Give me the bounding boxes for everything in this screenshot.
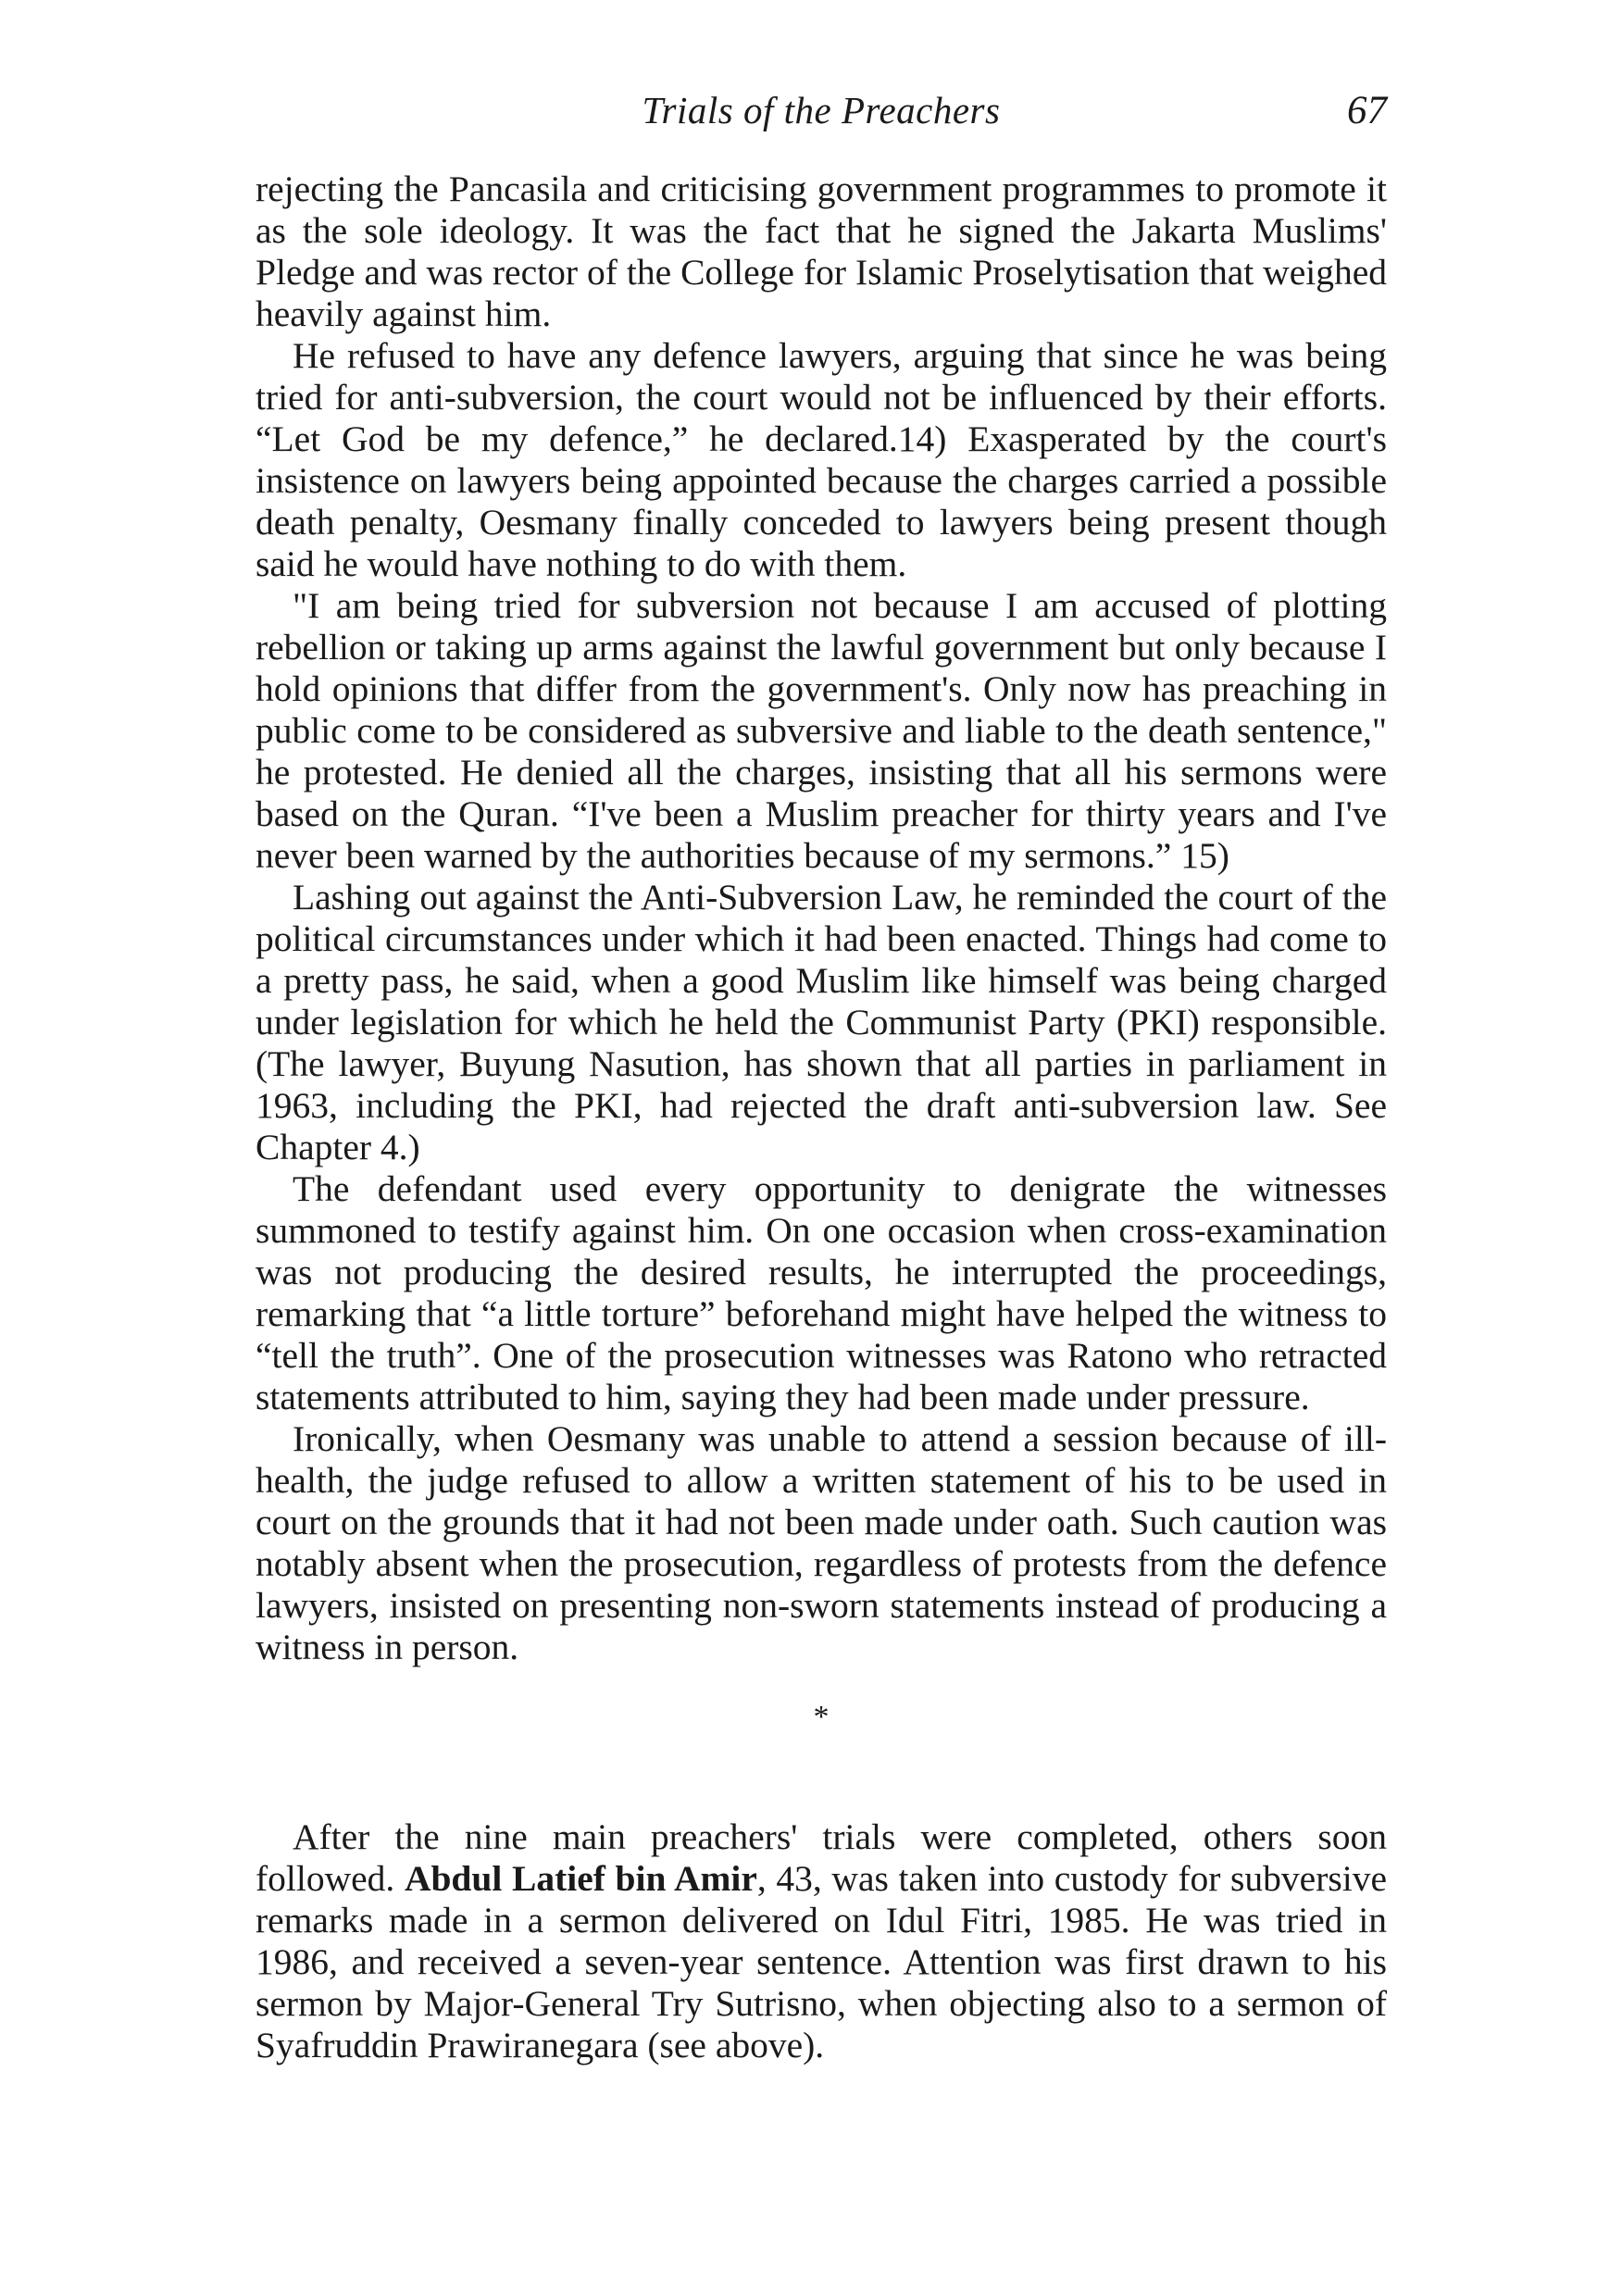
page-number: 67 — [1347, 89, 1387, 132]
paragraph-text-after: , 43, was taken into custody for subversive remarks made in a sermon delivered on Idul Fitri, 1985. He was tried in 1986, and received a seven-year sentence. Attention was first drawn to his sermon by Major-General Try Sutrisno, when objecting also to a sermon of Syafruddin Prawiranegara (see above). — [256, 1858, 1387, 2065]
paragraph: "I am being tried for subversion not because I am accused of plotting rebellion or taking up arms against the lawful government but only because I hold opinions that differ from the government's. Only now has preaching in public come to be considered as subversive and liable to the death sentence," he protested. He denied all the charges, insisting that all his sermons were based on the Quran. “I've been a Muslim preacher for thirty years and I've never been warned by the authorities because of my sermons.” 15) — [256, 585, 1387, 876]
paragraph-continued: rejecting the Pancasila and criticising government programmes to promote it as the sole ideology. It was the fact that he signed the Jakarta Muslims' Pledge and was rector of the College for Islamic Proselytisation that weighed heavily against him. — [256, 168, 1387, 334]
paragraph: He refused to have any defence lawyers, arguing that since he was being tried for anti-subversion, the court would not be influenced by their efforts. “Let God be my defence,” he declared.14) Exasperated by the court's insistence on lawyers being appointed because the charges carried a possible death penalty, Oesmany finally conceded to lawyers being present though said he would have nothing to do with them. — [256, 335, 1387, 584]
section-separator: * — [813, 1700, 830, 1734]
bold-person-name: Abdul Latief bin Amir — [404, 1858, 757, 1899]
paragraph: The defendant used every opportunity to denigrate the witnesses summoned to testify against him. On one occasion when cross-examination was not producing the desired results, he interrupted the proceedings, remarking that “a little torture” beforehand might have helped the witness to “tell the truth”. One of the prosecution witnesses was Ratono who retracted statements attributed to him, saying they had been made under pressure. — [256, 1168, 1387, 1417]
page-header — [256, 88, 1387, 144]
paragraph: Lashing out against the Anti-Subversion Law, he reminded the court of the political circumstances under which it had been enacted. Things had come to a pretty pass, he said, when a good Muslim like himself was being charged under legislation for which he held the Communist Party (PKI) responsible. (The lawyer, Buyung Nasution, has shown that all parties in parliament in 1963, including the PKI, had rejected the draft anti-subversion law. See Chapter 4.) — [256, 877, 1387, 1167]
paragraph-text-before: After the nine main preachers' trials were completed, others soon followed. — [256, 1816, 1387, 1899]
paragraph-new-section — [256, 1816, 1387, 2066]
running-title: Trials of the Preachers — [642, 89, 1001, 131]
paragraph: Ironically, when Oesmany was unable to attend a session because of ill-health, the judge refused to allow a written statement of his to be used in court on the grounds that it had not been made under oath. Such caution was notably absent when the prosecution, regardless of protests from the defence lawyers, insisted on presenting non-sworn statements instead of producing a witness in person. — [256, 1418, 1387, 1667]
body-text — [256, 168, 1387, 2066]
